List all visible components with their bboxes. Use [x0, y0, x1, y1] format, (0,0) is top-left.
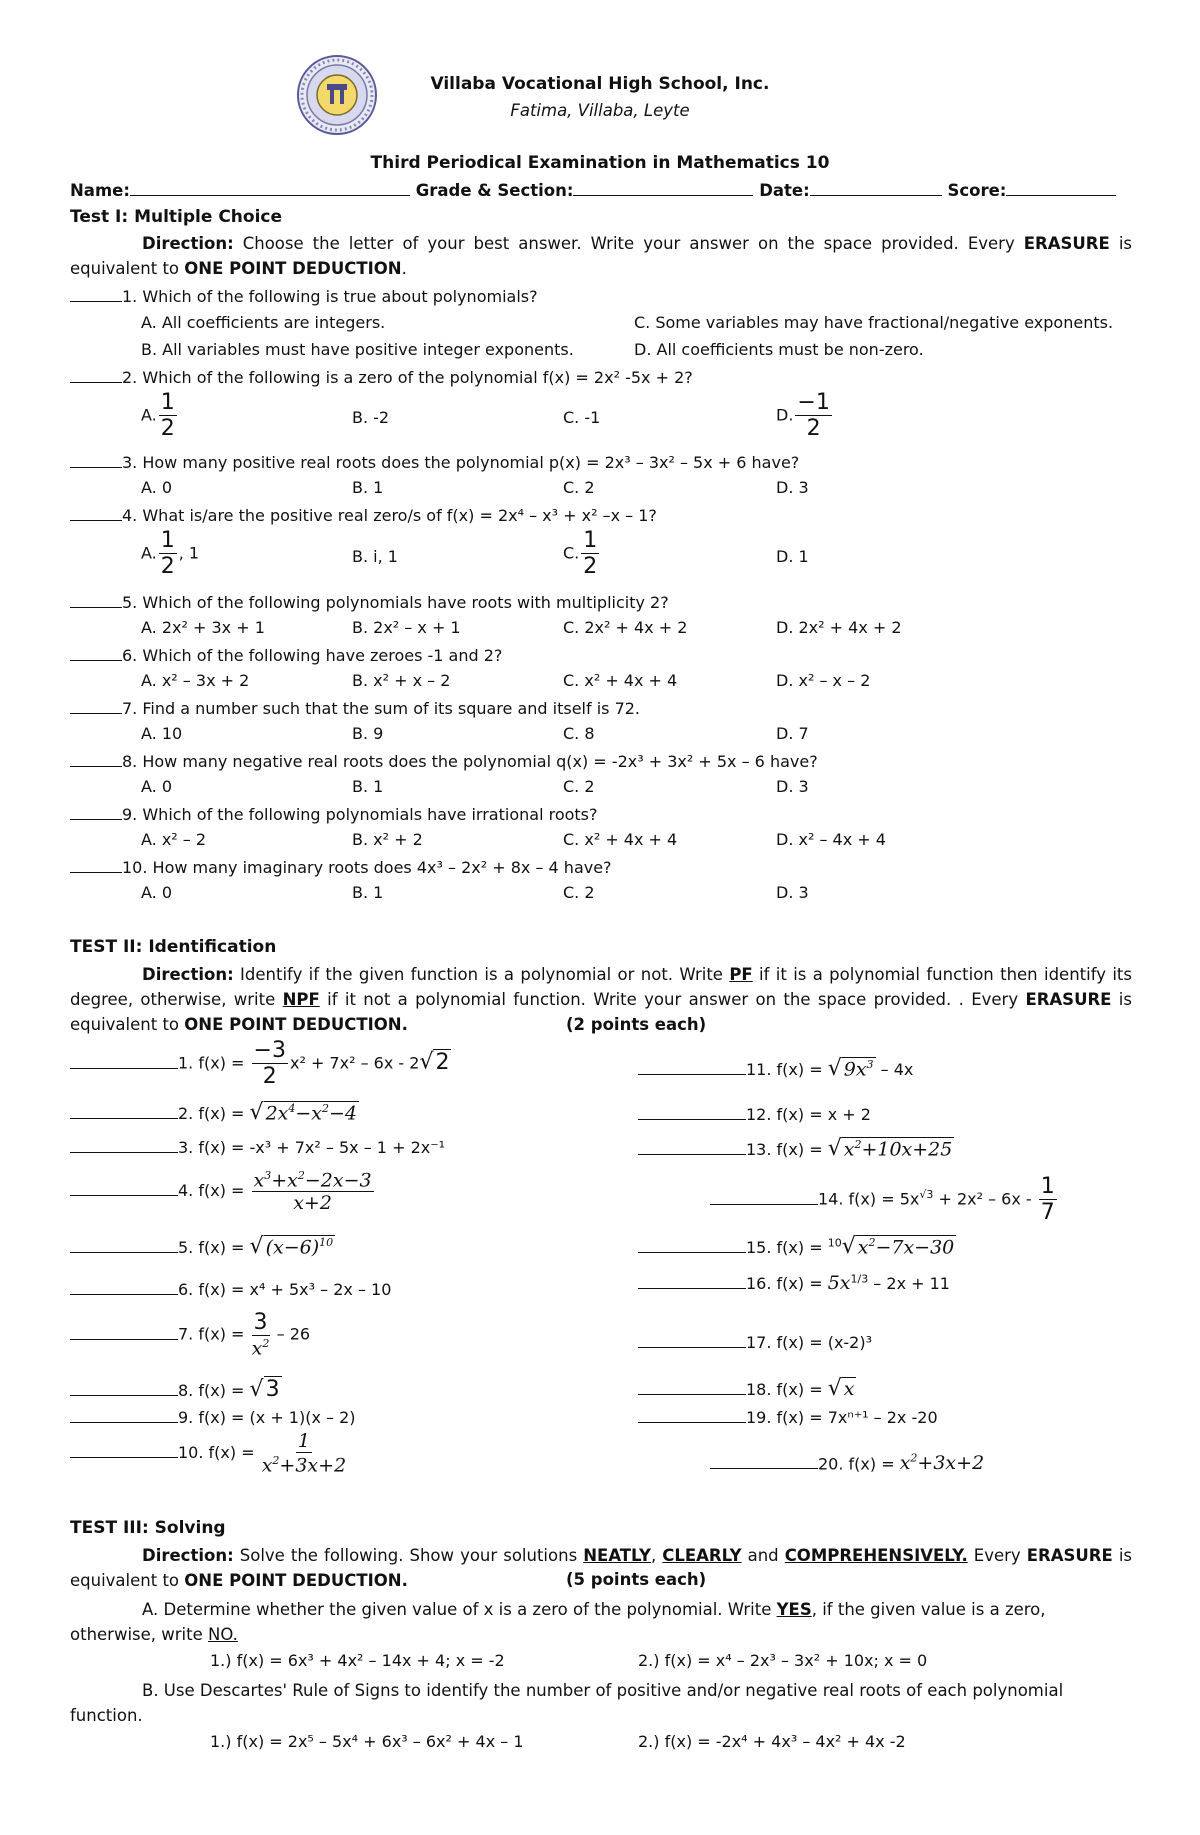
- answer-blank[interactable]: [70, 452, 122, 468]
- test3-b1: 1.) f(x) = 2x⁵ – 5x⁴ + 6x³ – 6x² + 4x – 1: [210, 1732, 524, 1751]
- q10-option-a: A. 0: [141, 883, 173, 902]
- q10-option-c: C. 2: [563, 883, 595, 902]
- test2-points: (2 points each): [566, 1015, 707, 1034]
- question-5: 5. Which of the following polynomials have roots with multiplicity 2?: [70, 592, 669, 612]
- answer-blank[interactable]: [70, 698, 122, 714]
- question-10: 10. How many imaginary roots does 4x³ – 2x² + 8x – 4 have?: [70, 857, 612, 877]
- q3-option-b: B. 1: [352, 478, 384, 497]
- test3-b2: 2.) f(x) = -2x⁴ + 4x³ – 4x² + 4x -2: [638, 1732, 906, 1751]
- q7-option-b: B. 9: [352, 724, 384, 743]
- q3-option-a: A. 0: [141, 478, 173, 497]
- q2-option-c: C. -1: [563, 408, 601, 427]
- q9-option-c: C. x² + 4x + 4: [563, 830, 678, 849]
- score-field[interactable]: [1006, 180, 1116, 196]
- q1-option-c: C. Some variables may have fractional/negative exponents.: [634, 313, 1114, 332]
- test3-direction: Direction: Solve the following. Show your solutions NEATLY, CLEARLY and COMPREHENSIVELY. Every ERASURE is equivalent to ONE POINT DEDUCTION.: [70, 1546, 1132, 1590]
- answer-blank[interactable]: [70, 857, 122, 873]
- q1-option-b: B. All variables must have positive integer exponents.: [141, 340, 574, 359]
- test2-title: TEST II: Identification: [70, 937, 277, 957]
- id-item-11: 11. f(x) = √ $9x^3 - 4x$: [638, 1056, 913, 1081]
- name-label: Name:: [70, 181, 130, 200]
- answer-blank[interactable]: [70, 286, 122, 302]
- q6-option-d: D. x² – x – 2: [776, 671, 871, 690]
- answer-blank[interactable]: [70, 592, 122, 608]
- id-item-4: 4. f(x) = $\frac{x^3+x^2-2x-3}{x+2}$: [70, 1170, 376, 1213]
- answer-blank[interactable]: [70, 645, 122, 661]
- q3-option-d: D. 3: [776, 478, 809, 497]
- school-logo: [296, 54, 378, 136]
- test3-a1: 1.) f(x) = 6x³ + 4x² – 14x + 4; x = -2: [210, 1651, 505, 1670]
- id-item-20: 20. $f(x) = x^2+3x+2$: [710, 1452, 984, 1474]
- q5-option-a: A. 2x² + 3x + 1: [141, 618, 265, 637]
- answer-blank[interactable]: [70, 505, 122, 521]
- q2-option-b: B. -2: [352, 408, 390, 427]
- id-item-6: 6. f(x) = x⁴ + 5x³ – 2x – 10: [70, 1279, 391, 1299]
- q8-option-c: C. 2: [563, 777, 595, 796]
- q5-option-c: C. 2x² + 4x + 2: [563, 618, 688, 637]
- answer-blank[interactable]: [70, 804, 122, 820]
- q1-option-d: D. All coefficients must be non-zero.: [634, 340, 924, 359]
- score-label: Score:: [947, 181, 1007, 200]
- school-name: Villaba Vocational High School, Inc.: [430, 74, 770, 94]
- date-label: Date:: [759, 181, 810, 200]
- q1-option-a: A. All coefficients are integers.: [141, 313, 386, 332]
- q7-option-c: C. 8: [563, 724, 595, 743]
- q7-option-a: A. 10: [141, 724, 183, 743]
- id-item-12: 12. f(x) = x + 2: [638, 1104, 871, 1124]
- exam-title: Third Periodical Examination in Mathematics 10: [370, 153, 830, 173]
- test3-part-a: A. Determine whether the given value of x is a zero of the polynomial. Write YES, if the given value is a zero, otherwise, write NO.: [70, 1600, 1046, 1644]
- q2-option-d: D. $\frac{-1}{2}$: [776, 390, 830, 441]
- test3-points: (5 points each): [566, 1570, 707, 1589]
- answer-blank[interactable]: [70, 751, 122, 767]
- grade-field[interactable]: [573, 180, 753, 196]
- question-2: 2. Which of the following is a zero of the polynomial f(x) = 2x² -5x + 2?: [70, 367, 693, 387]
- question-4: 4. What is/are the positive real zero/s of f(x) = 2x⁴ – x³ + x² –x – 1?: [70, 505, 657, 525]
- test2-direction: Direction: Identify if the given function is a polynomial or not. Write PF if it is a polynomial function then identify its degree, otherwise, write NPF if it not a polynomial function. Write your answer on the space provided. . Every ERASURE is equivalent to ONE POINT DEDUCTION.: [70, 965, 1132, 1034]
- id-item-16: 16. $f(x) = 5x^{1/3} - 2x + 11$: [638, 1272, 950, 1294]
- q4-option-a: A. $\frac{1}{2}$ , 1: [141, 528, 200, 579]
- q4-option-b: B. i, 1: [352, 547, 398, 566]
- q5-option-d: D. 2x² + 4x + 2: [776, 618, 902, 637]
- q4-option-d: D. 1: [776, 547, 809, 566]
- id-item-9: 9. f(x) = (x + 1)(x – 2): [70, 1407, 356, 1427]
- school-address: Fatima, Villaba, Leyte: [510, 101, 690, 120]
- id-item-2: 2. f(x) = √ $2x^4-x^2-4$: [70, 1100, 359, 1125]
- q9-option-b: B. x² + 2: [352, 830, 423, 849]
- question-9: 9. Which of the following polynomials have irrational roots?: [70, 804, 598, 824]
- answer-blank[interactable]: [70, 367, 122, 383]
- question-1: 1. Which of the following is true about polynomials?: [70, 286, 538, 306]
- test3-title: TEST III: Solving: [70, 1518, 226, 1538]
- q9-option-d: D. x² – 4x + 4: [776, 830, 886, 849]
- id-item-19: 19. f(x) = 7xⁿ⁺¹ – 2x -20: [638, 1407, 938, 1427]
- q3-option-c: C. 2: [563, 478, 595, 497]
- id-item-7: 7. f(x) = $\frac{3}{x^2}$ – 26: [70, 1312, 310, 1358]
- grade-label: Grade & Section:: [415, 181, 574, 200]
- q10-option-b: B. 1: [352, 883, 384, 902]
- q6-option-b: B. x² + x – 2: [352, 671, 451, 690]
- test3-a2: 2.) f(x) = x⁴ – 2x³ – 3x² + 10x; x = 0: [638, 1651, 928, 1670]
- q10-option-d: D. 3: [776, 883, 809, 902]
- id-item-18: 18. f(x) = √ x: [638, 1376, 856, 1401]
- q5-option-b: B. 2x² – x + 1: [352, 618, 461, 637]
- id-item-5: 5. f(x) = √ $(x-6)^{10}$: [70, 1234, 335, 1259]
- test1-title: Test I: Multiple Choice: [70, 207, 283, 227]
- name-field[interactable]: [130, 180, 410, 196]
- q8-option-a: A. 0: [141, 777, 173, 796]
- q8-option-b: B. 1: [352, 777, 384, 796]
- id-item-1: 1. f(x) = $\frac{-3}{2}$ x² + 7x² – 6x - 2√2: [70, 1040, 451, 1088]
- question-7: 7. Find a number such that the sum of its square and itself is 72.: [70, 698, 640, 718]
- q8-option-d: D. 3: [776, 777, 809, 796]
- q7-option-d: D. 7: [776, 724, 809, 743]
- id-item-17: 17. f(x) = (x-2)³: [638, 1332, 872, 1352]
- id-item-13: 13. f(x) = √ $x^2+10x+25$: [638, 1136, 954, 1161]
- question-6: 6. Which of the following have zeroes -1 and 2?: [70, 645, 502, 665]
- test1-direction: Direction: Choose the letter of your best answer. Write your answer on the space provided. Every ERASURE is equivalent to ONE POINT DEDUCTION.: [70, 234, 1133, 278]
- id-item-15: 15. f(x) = $^{10}$√ $x^2-7x-30$: [638, 1234, 956, 1259]
- q9-option-a: A. x² – 2: [141, 830, 207, 849]
- q4-option-c: C. $\frac{1}{2}$: [563, 528, 598, 579]
- test3-part-b: B. Use Descartes' Rule of Signs to identify the number of positive and/or negative real roots of each polynomial function.: [70, 1681, 1064, 1725]
- q6-option-c: C. x² + 4x + 4: [563, 671, 678, 690]
- date-field[interactable]: [810, 180, 942, 196]
- header-fields-row: [70, 180, 1116, 200]
- q2-option-a: A. $\frac{1}{2}$: [141, 390, 175, 441]
- question-8: 8. How many negative real roots does the polynomial q(x) = -2x³ + 3x² + 5x – 6 have?: [70, 751, 818, 771]
- id-item-3: 3. f(x) = -x³ + 7x² – 5x – 1 + 2x⁻¹: [70, 1137, 445, 1157]
- id-item-8: 8. f(x) = √3: [70, 1376, 282, 1402]
- id-item-14: 14. $f(x) = 5x^{√3} + 2x^2 - 6x$ - $\frac{1}{7}$: [710, 1176, 1059, 1224]
- q6-option-a: A. x² – 3x + 2: [141, 671, 250, 690]
- id-item-10: 10. f(x) = $\frac{1}{x^2+3x+2}$: [70, 1432, 348, 1475]
- question-3: 3. How many positive real roots does the polynomial p(x) = 2x³ – 3x² – 5x + 6 have?: [70, 452, 799, 472]
